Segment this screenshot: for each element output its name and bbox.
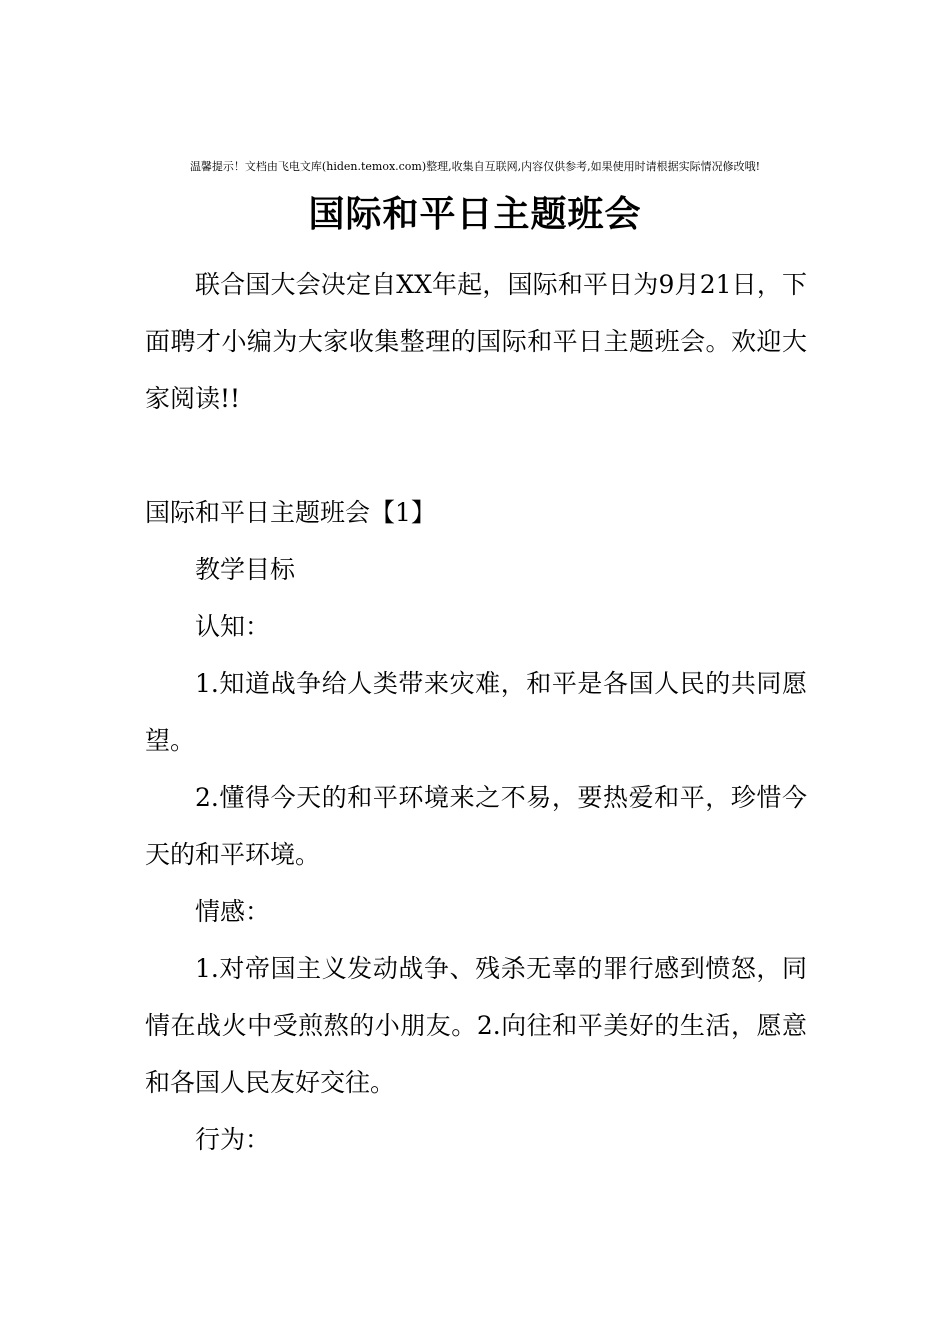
- intro-paragraph: 联合国大会决定自XX年起，国际和平日为9月21日，下面聘才小编为大家收集整理的国际和平日主题班会。欢迎大家阅读!!: [145, 270, 807, 413]
- paragraph-cognition-item-1: 1.知道战争给人类带来灾难，和平是各国人民的共同愿望。: [145, 669, 807, 755]
- content-block: [145, 484, 807, 1168]
- paragraph-emotion-items: 1.对帝国主义发动战争、残杀无辜的罪行感到愤怒，同情在战火中受煎熬的小朋友。2.向往和平美好的生活，愿意和各国人民友好交往。: [145, 954, 807, 1097]
- paragraph-cognition-item-2: 2.懂得今天的和平环境来之不易，要热爱和平，珍惜今天的和平环境。: [145, 783, 807, 869]
- paragraph-emotion: 情感：: [195, 897, 271, 926]
- document-title: 国际和平日主题班会: [308, 193, 642, 235]
- paragraph-cognition: 认知：: [195, 612, 271, 641]
- section-heading: 国际和平日主题班会【1】: [145, 498, 436, 527]
- paragraph-behavior: 行为：: [195, 1125, 271, 1154]
- intro-block: [145, 256, 807, 427]
- paragraph-teaching-goals: 教学目标: [195, 555, 296, 584]
- header-notice: 温馨提示！文档由飞电文库(hiden.temox.com)整理,收集自互联网,内容仅供参考,如果使用时请根据实际情况修改哦!: [189, 160, 761, 173]
